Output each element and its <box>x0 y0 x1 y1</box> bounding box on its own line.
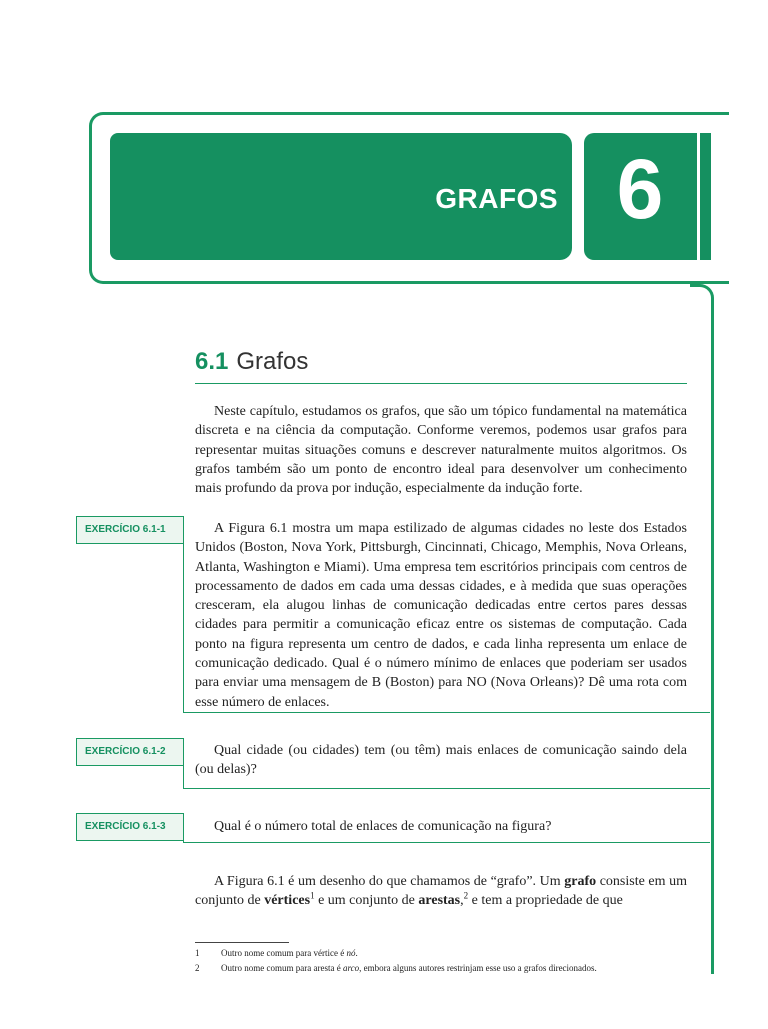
exercise-label-3: EXERCÍCIO 6.1-3 <box>76 813 184 841</box>
closing-paragraph: A Figura 6.1 é um desenho do que chamamos de “grafo”. Um grafo consiste em um conjunto de vértices$^1$ e um conjunto de arestas,$^2$ e tem a propriedade de que <box>195 874 687 909</box>
exercise-text-1: A Figura 6.1 mostra um mapa estilizado de algumas cidades no leste dos Estados Unidos (Boston, Nova York, Pittsburgh, Cincinnati, Chicago, Memphis, Nova Orleans, Atlanta, Washington e Miami). Uma empresa tem escritórios principais com centros de processamento de dados em cada uma dessas cidades, e à medida que suas operações cresceram, ela alugou linhas de comunicação dedicadas entre certos pares dessas cidades para permitir a comunicação eficaz entre os sistemas de computação. Cada ponto na figura representa um centro de dados, e cada linha representa um enlace de comunicação dedicado. Qual é o número mínimo de enlaces que poderiam ser usados para enviar uma mensagem de B (Boston) para NO (Nova Orleans)? Dê uma rota com esse número de enlaces. <box>195 521 687 710</box>
chapter-banner <box>110 133 572 260</box>
chapter-number-box <box>584 133 711 260</box>
exercise-divider <box>183 842 710 843</box>
section-heading <box>195 348 308 376</box>
exercise-text-3: Qual é o número total de enlaces de comunicação na figura? <box>214 819 552 834</box>
exercise-divider <box>183 712 710 713</box>
exercise-label-1: EXERCÍCIO 6.1-1 <box>76 516 184 544</box>
section-title: Grafos <box>236 348 309 375</box>
footnote-1: 1 Outro nome comum para vértice é nó. <box>195 948 358 958</box>
chapter-stripe <box>697 133 700 260</box>
exercise-border <box>183 516 184 713</box>
chapter-number: 6 <box>616 142 664 236</box>
exercise-label-2: EXERCÍCIO 6.1-2 <box>76 738 184 766</box>
section-rule <box>195 383 687 384</box>
footnote-rule <box>195 942 289 943</box>
page-side-frame <box>690 284 714 974</box>
intro-paragraph: Neste capítulo, estudamos os grafos, que são um tópico fundamental na matemática discreta e na ciência da computação. Conforme veremos, podemos usar grafos para representar muitas situações comuns e descrever naturalmente muitos algoritmos. Os grafos também são um ponto de encontro ideal para desenvolver um conhecimento mais profundo da prova por indução, especialmente da indução forte. <box>195 404 687 497</box>
exercise-border <box>183 813 184 843</box>
footnote-2: 2 Outro nome comum para aresta é arco, embora alguns autores restrinjam esse uso a grafos direcionados. <box>195 963 597 973</box>
chapter-title: GRAFOS <box>435 183 558 214</box>
exercise-border <box>183 738 184 789</box>
exercise-text-2: Qual cidade (ou cidades) tem (ou têm) mais enlaces de comunicação saindo dela (ou delas)? <box>195 743 687 778</box>
section-number: 6.1 <box>195 348 229 375</box>
exercise-divider <box>183 788 710 789</box>
